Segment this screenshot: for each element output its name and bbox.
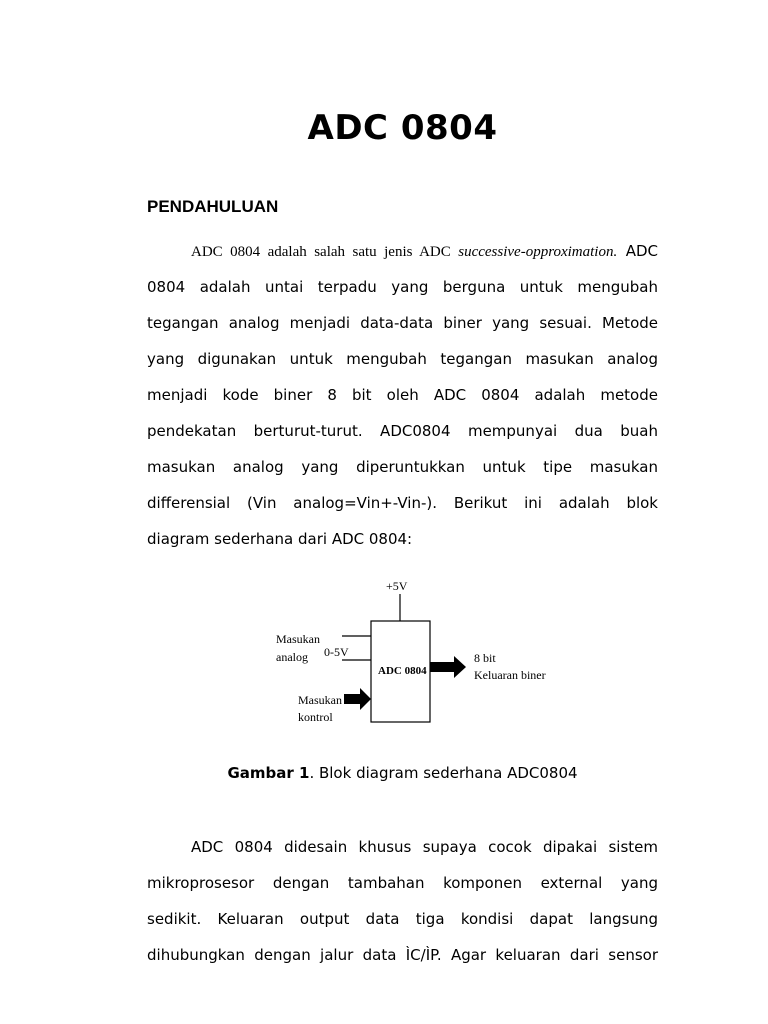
paragraph-line: diagram sederhana dari ADC 0804:	[147, 530, 413, 548]
input-label-2: analog	[276, 650, 308, 664]
range-label: 0-5V	[324, 645, 349, 659]
input-label-1: Masukan	[276, 632, 320, 646]
paragraph-design	[147, 829, 658, 973]
paragraph-line: 0804 adalah untai terpadu yang berguna untuk mengubah	[147, 278, 658, 296]
paragraph-line: mikroprosesor dengan tambahan komponen external yang	[147, 874, 658, 892]
paragraph-line: ADC 0804 adalah salah satu jenis ADC successive-opproximation. ADC	[191, 242, 659, 260]
paragraph-line: masukan analog yang diperuntukkan untuk tipe masukan	[147, 458, 658, 476]
paragraph-line: differensial (Vin analog=Vin+-Vin-). Berikut ini adalah blok	[147, 494, 658, 512]
paragraph-intro	[147, 233, 658, 557]
control-label-2: kontrol	[298, 710, 333, 724]
paragraph-line: sedikit. Keluaran output data tiga kondisi dapat langsung	[147, 910, 658, 928]
paragraph-line: dihubungkan dengan jalur data ÌC/ÌP. Agar keluaran dari sensor	[147, 946, 658, 964]
control-label-1: Masukan	[298, 693, 342, 707]
block-diagram	[270, 578, 550, 728]
output-label-2: Keluaran biner	[474, 668, 546, 682]
document-title: ADC 0804	[307, 108, 498, 148]
paragraph-line: tegangan analog menjadi data-data biner yang sesuai. Metode	[147, 314, 658, 332]
block-label: ADC 0804	[378, 665, 427, 677]
output-label-1: 8 bit	[474, 651, 496, 665]
control-arrow	[344, 688, 371, 710]
paragraph-line: ADC 0804 didesain khusus supaya cocok dipakai sistem	[191, 838, 658, 856]
paragraph-line: yang digunakan untuk mengubah tegangan masukan analog	[147, 350, 658, 368]
figure-caption: Gambar 1. Blok diagram sederhana ADC0804	[227, 764, 578, 782]
supply-label: +5V	[386, 579, 408, 593]
paragraph-line: pendekatan berturut-turut. ADC0804 mempunyai dua buah	[147, 422, 658, 440]
output-arrow	[430, 656, 466, 678]
section-heading: PENDAHULUAN	[147, 197, 279, 216]
paragraph-line: menjadi kode biner 8 bit oleh ADC 0804 adalah metode	[147, 386, 658, 404]
